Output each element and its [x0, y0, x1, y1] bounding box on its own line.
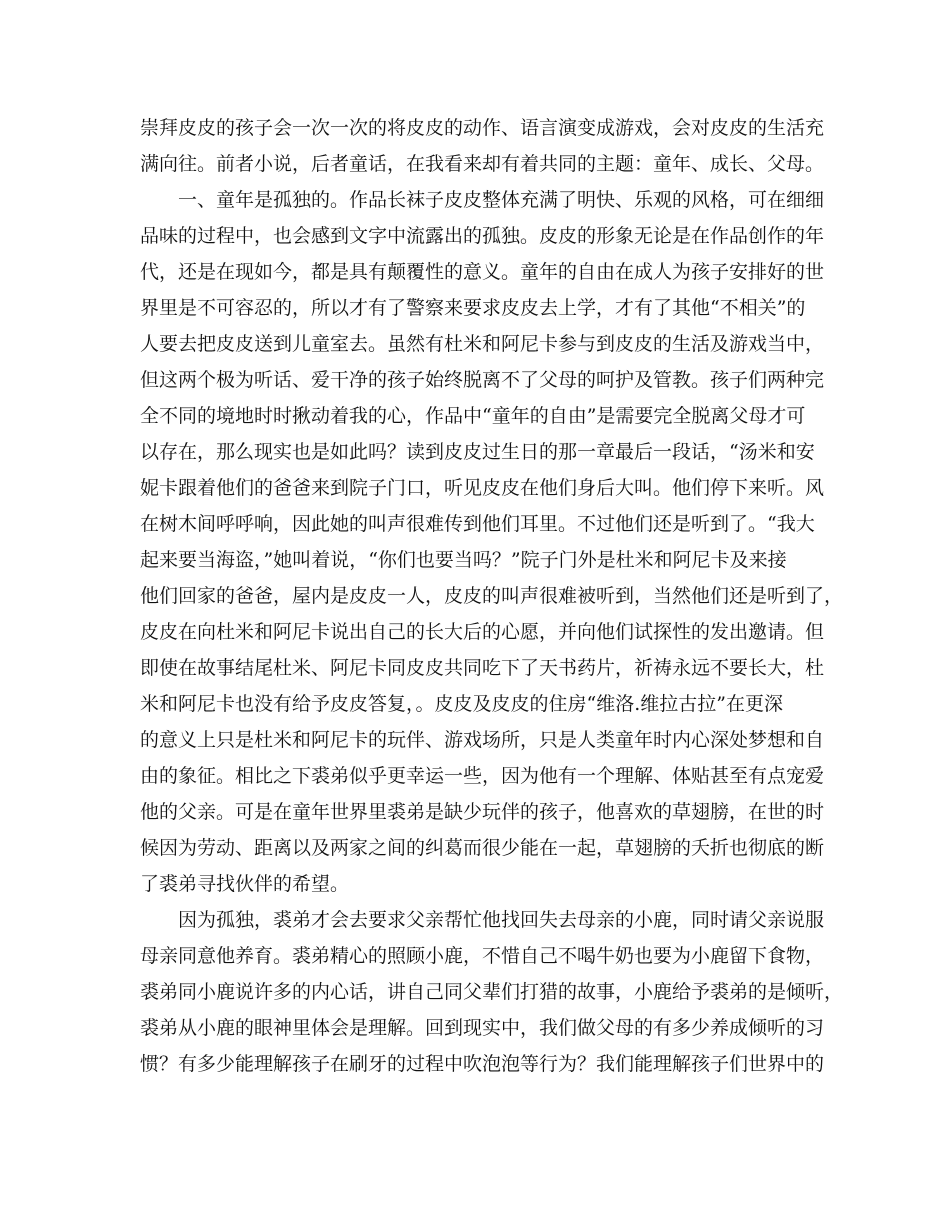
- text-line: 满向往。前者小说，后者童话，在我看来却有着共同的主题：童年、成长、父母。: [140, 153, 825, 175]
- text-line: 由的象征。相比之下裘弟似乎更幸运一些，因为他有一个理解、体贴甚至有点宠爱: [140, 765, 825, 787]
- text-line: 即使在故事结尾杜米、阿尼卡同皮皮共同吃下了天书药片，祈祷永远不要长大，杜: [140, 657, 825, 679]
- text-line: 界里是不可容忍的，所以才有了警察来要求皮皮去上学，才有了其他“不相关”的: [140, 297, 806, 319]
- text-line: 他的父亲。可是在童年世界里裘弟是缺少玩伴的孩子，他喜欢的草翅膀，在世的时: [140, 801, 825, 823]
- text-line: 候因为劳动、距离以及两家之间的纠葛而很少能在一起，草翅膀的夭折也彻底的断: [140, 837, 825, 859]
- text-line: 人要去把皮皮送到儿童室去。虽然有杜米和阿尼卡参与到皮皮的生活及游戏当中，: [140, 333, 825, 355]
- text-line: 崇拜皮皮的孩子会一次一次的将皮皮的动作、语言演变成游戏，会对皮皮的生活充: [140, 117, 825, 139]
- text-line: 了裘弟寻找伙伴的希望。: [140, 873, 350, 895]
- text-line: 在树木间呼呼响，因此她的叫声很难传到他们耳里。不过他们还是听到了。“我大: [140, 513, 815, 535]
- text-line: 米和阿尼卡也没有给予皮皮答复，。皮皮及皮皮的住房“维洛.维拉古拉”在更深: [140, 693, 783, 715]
- text-line: 但这两个极为听话、爱干净的孩子始终脱离不了父母的呵护及管教。孩子们两种完: [140, 369, 825, 391]
- paragraph-first-line: 一、童年是孤独的。作品长袜子皮皮整体充满了明快、乐观的风格，可在细细: [178, 189, 825, 211]
- text-line: 皮皮在向杜米和阿尼卡说出自己的长大后的心愿，并向他们试探性的发出邀请。但: [140, 621, 825, 643]
- text-line: 惯？有多少能理解孩子在刷牙的过程中吹泡泡等行为？我们能理解孩子们世界中的: [140, 1053, 825, 1075]
- text-line: 的意义上只是杜米和阿尼卡的玩伴、游戏场所，只是人类童年时内心深处梦想和自: [140, 729, 825, 751]
- text-line: 他们回家的爸爸，屋内是皮皮一人，皮皮的叫声很难被听到，当然他们还是听到了，: [140, 585, 844, 607]
- text-line: 裘弟从小鹿的眼神里体会是理解。回到现实中，我们做父母的有多少养成倾听的习: [140, 1017, 825, 1039]
- text-line: 妮卡跟着他们的爸爸来到院子门口，听见皮皮在他们身后大叫。他们停下来听。风: [140, 477, 825, 499]
- text-line: 起来要当海盗，”她叫着说，“你们也要当吗？”院子门外是杜米和阿尼卡及来接: [140, 549, 787, 571]
- text-line: 全不同的境地时时揪动着我的心，作品中“童年的自由”是需要完全脱离父母才可: [140, 405, 806, 427]
- paragraph-first-line: 因为孤独，裘弟才会去要求父亲帮忙他找回失去母亲的小鹿，同时请父亲说服: [178, 909, 825, 931]
- text-line: 代，还是在现如今，都是具有颠覆性的意义。童年的自由在成人为孩子安排好的世: [140, 261, 825, 283]
- document-body: [140, 110, 844, 1082]
- text-line: 母亲同意他养育。裘弟精心的照顾小鹿，不惜自己不喝牛奶也要为小鹿留下食物，: [140, 945, 825, 967]
- text-line: 以存在，那么现实也是如此吗？读到皮皮过生日的那一章最后一段话，“汤米和安: [140, 441, 815, 463]
- text-line: 品味的过程中，也会感到文字中流露出的孤独。皮皮的形象无论是在作品创作的年: [140, 225, 825, 247]
- text-line: 裘弟同小鹿说许多的内心话，讲自己同父辈们打猎的故事，小鹿给予裘弟的是倾听，: [140, 981, 844, 1003]
